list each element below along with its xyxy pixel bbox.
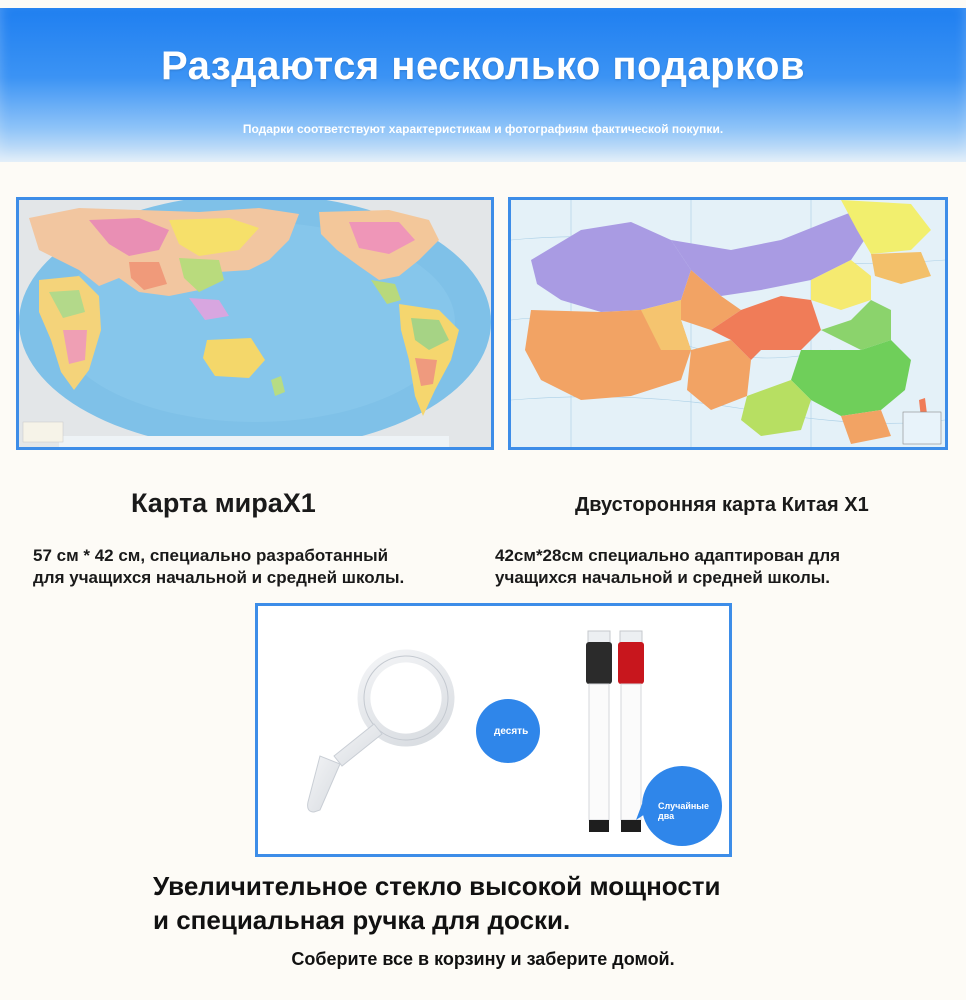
accessories-panel (255, 603, 732, 857)
world-map-desc-line2: для учащихся начальной и средней школы. (33, 568, 405, 587)
bubble-right-text-2: два (658, 811, 675, 821)
china-map-illustration (511, 200, 945, 447)
bubble-left-text: десять (494, 726, 529, 737)
bubble-right-text-1: Случайные (658, 801, 709, 811)
china-map-desc-line2: учащихся начальной и средней школы. (495, 568, 831, 587)
whiteboard-markers-icon (586, 631, 644, 832)
magnifier-icon (308, 644, 460, 812)
china-map-image (508, 197, 948, 450)
footer-title (153, 869, 913, 937)
footer-title-line1: Увеличительное стекло высокой мощности (153, 871, 721, 901)
world-map-desc-line1: 57 см * 42 см, специально разработанный (33, 546, 389, 565)
china-map-desc-line1: 42см*28см специально адаптирован для (495, 546, 841, 565)
china-map-title: Двусторонняя карта Китая X1 (575, 494, 869, 516)
header-banner (0, 8, 966, 162)
banner-subtitle: Подарки соответствуют характеристикам и фотографиям фактической покупки. (242, 122, 724, 136)
world-map-title: Карта мираX1 (131, 488, 316, 518)
footer-title-line2: и специальная ручка для доски. (153, 905, 571, 935)
world-map-image (16, 197, 494, 450)
world-map-illustration (19, 200, 491, 447)
footer-subtitle: Соберите все в корзину и заберите домой. (291, 949, 675, 969)
banner-title: Раздаются несколько подарков (160, 44, 806, 88)
